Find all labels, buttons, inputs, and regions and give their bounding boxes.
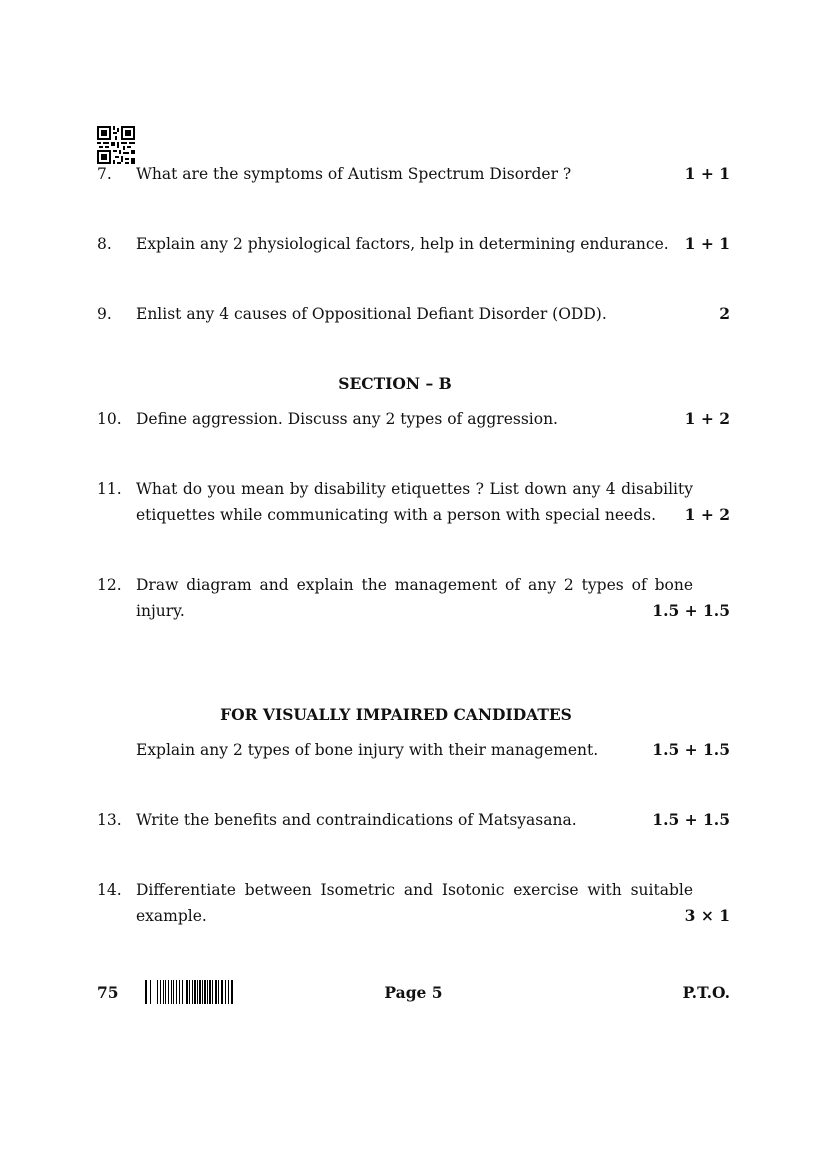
question-7-number: 7. <box>97 165 112 183</box>
page-number: Page 5 <box>384 983 443 1002</box>
question-11-line-2: etiquettes while communicating with a person with special needs. <box>136 506 657 524</box>
question-10-number: 10. <box>97 410 122 428</box>
question-14-line-2: example. <box>136 907 207 925</box>
question-8-number: 8. <box>97 235 112 253</box>
question-10-text: Define aggression. Discuss any 2 types of aggression. <box>136 410 558 428</box>
question-8-text: Explain any 2 physiological factors, help in determining endurance. <box>136 235 669 253</box>
section-b-heading: SECTION – B <box>338 374 452 393</box>
question-14-number: 14. <box>97 881 122 899</box>
question-11-line-1: What do you mean by disability etiquettes ? List down any 4 disability <box>136 480 693 498</box>
paper-code: 75 <box>97 983 119 1002</box>
question-13-number: 13. <box>97 811 122 829</box>
pto-label: P.T.O. <box>682 983 730 1002</box>
question-8-marks: 1 + 1 <box>684 234 730 253</box>
question-9-number: 9. <box>97 305 112 323</box>
question-13-marks: 1.5 + 1.5 <box>652 810 730 829</box>
question-11-marks: 1 + 2 <box>684 505 730 524</box>
question-9-text: Enlist any 4 causes of Oppositional Defiant Disorder (ODD). <box>136 305 607 323</box>
question-13-text: Write the benefits and contraindications of Matsyasana. <box>136 811 577 829</box>
question-12-line-2: injury. <box>136 602 185 620</box>
question-14-line-1: Differentiate between Isometric and Isotonic exercise with suitable <box>136 881 693 899</box>
question-9-marks: 2 <box>719 304 730 323</box>
question-7-marks: 1 + 1 <box>684 164 730 183</box>
question-12-number: 12. <box>97 576 122 594</box>
visually-impaired-heading: FOR VISUALLY IMPAIRED CANDIDATES <box>220 705 572 724</box>
visually-impaired-question-marks: 1.5 + 1.5 <box>652 740 730 759</box>
visually-impaired-question-text: Explain any 2 types of bone injury with their management. <box>136 741 599 759</box>
question-10-marks: 1 + 2 <box>684 409 730 428</box>
question-14-marks: 3 × 1 <box>684 906 730 925</box>
question-12-line-1: Draw diagram and explain the management of any 2 types of bone <box>136 576 693 594</box>
qr-code-icon <box>97 126 135 164</box>
question-12-marks: 1.5 + 1.5 <box>652 601 730 620</box>
question-11-number: 11. <box>97 480 122 498</box>
question-7-text: What are the symptoms of Autism Spectrum Disorder ? <box>136 165 572 183</box>
